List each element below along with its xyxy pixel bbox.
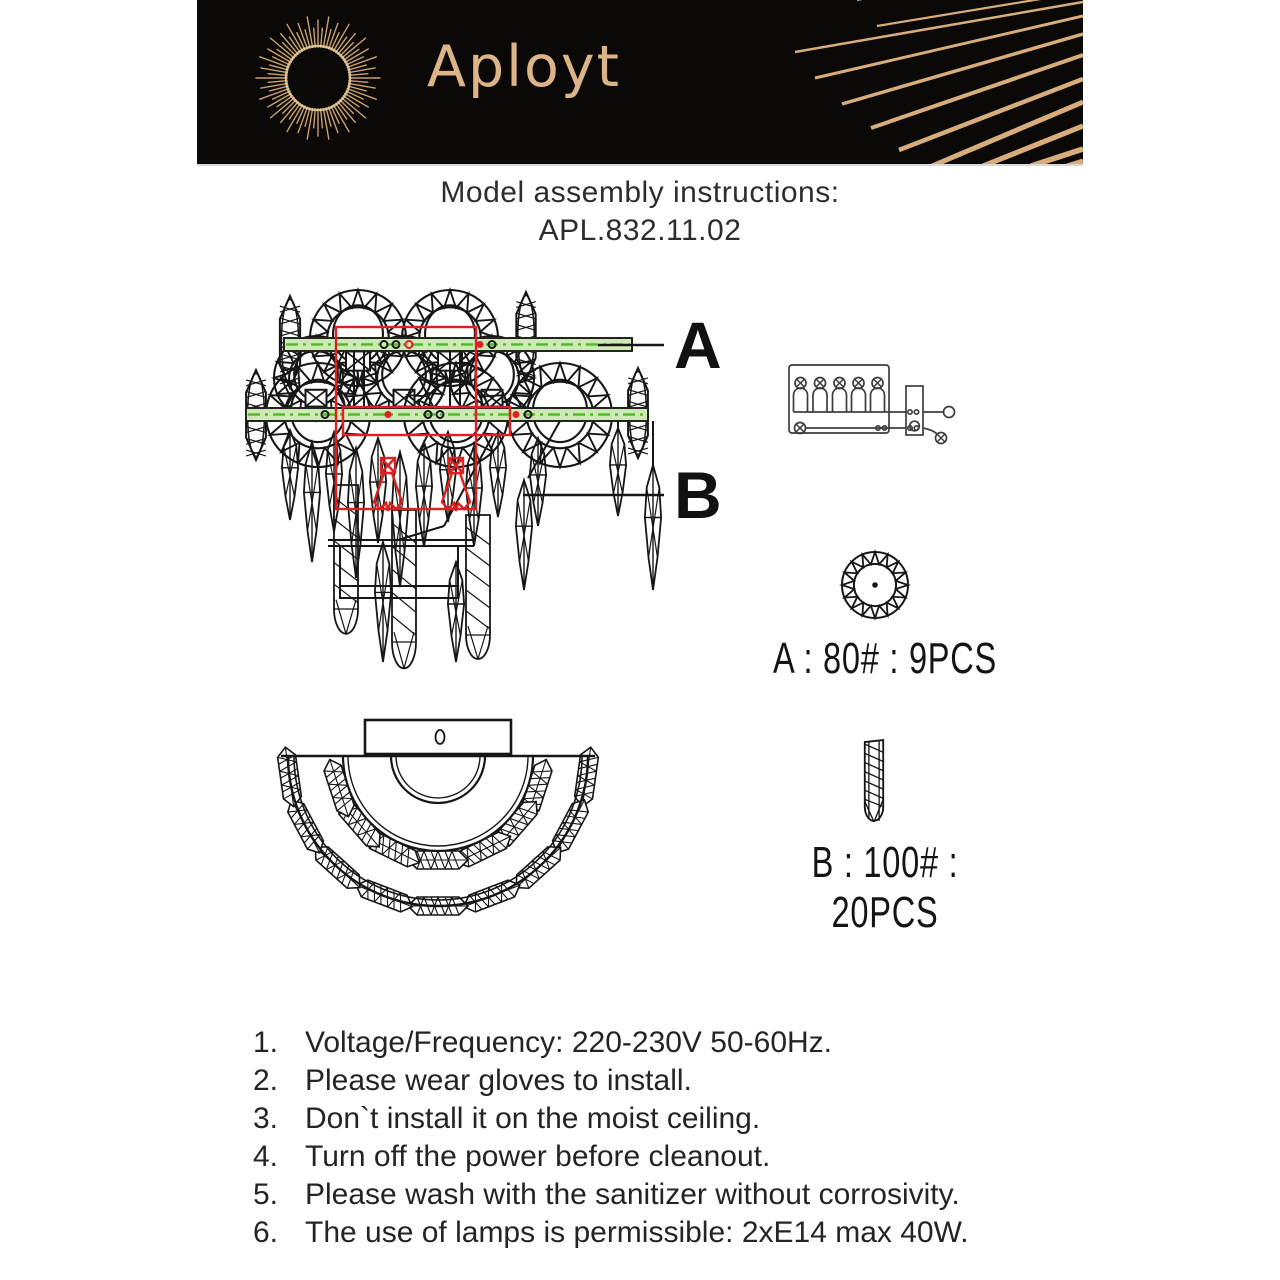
instruction-text: The use of lamps is permissible: 2xE14 max 40W. <box>305 1216 969 1249</box>
instruction-number: 3. <box>253 1102 279 1135</box>
instruction-number: 6. <box>253 1216 279 1249</box>
crystal-disc-icon <box>838 548 912 622</box>
label-b: B <box>674 458 722 532</box>
wiring-diagram <box>780 352 970 452</box>
part-b-label: B : 100# : 20PCS <box>811 838 959 937</box>
instruction-item <box>253 1062 969 1100</box>
instruction-item <box>253 1138 969 1176</box>
decorative-rays-icon <box>197 0 1083 164</box>
crystal-rod-icon <box>855 738 893 826</box>
brand-name: Aployt <box>427 34 621 100</box>
instruction-number: 1. <box>253 1026 279 1059</box>
title-block <box>0 174 1280 250</box>
chandelier-front-view-diagram <box>228 280 728 700</box>
instructions-list <box>253 1024 969 1252</box>
model-number: APL.832.11.02 <box>538 214 742 247</box>
instruction-text: Please wear gloves to install. <box>305 1064 692 1097</box>
part-a-label: A : 80# : 9PCS <box>773 634 997 683</box>
instruction-number: 2. <box>253 1064 279 1097</box>
header-banner <box>197 0 1083 164</box>
instruction-item <box>253 1176 969 1214</box>
instruction-number: 4. <box>253 1140 279 1173</box>
instruction-text: Voltage/Frequency: 220-230V 50-60Hz. <box>305 1026 833 1059</box>
instruction-item <box>253 1024 969 1062</box>
instruction-text: Turn off the power before cleanout. <box>305 1140 771 1173</box>
instruction-item <box>253 1214 969 1252</box>
instruction-item <box>253 1100 969 1138</box>
instruction-text: Don`t install it on the moist ceiling. <box>305 1102 761 1135</box>
chandelier-bottom-view-diagram <box>243 712 658 947</box>
label-a: A <box>674 308 722 382</box>
instruction-text: Please wash with the sanitizer without corrosivity. <box>305 1178 960 1211</box>
instruction-number: 5. <box>253 1178 279 1211</box>
page-title: Model assembly instructions: <box>440 176 840 209</box>
